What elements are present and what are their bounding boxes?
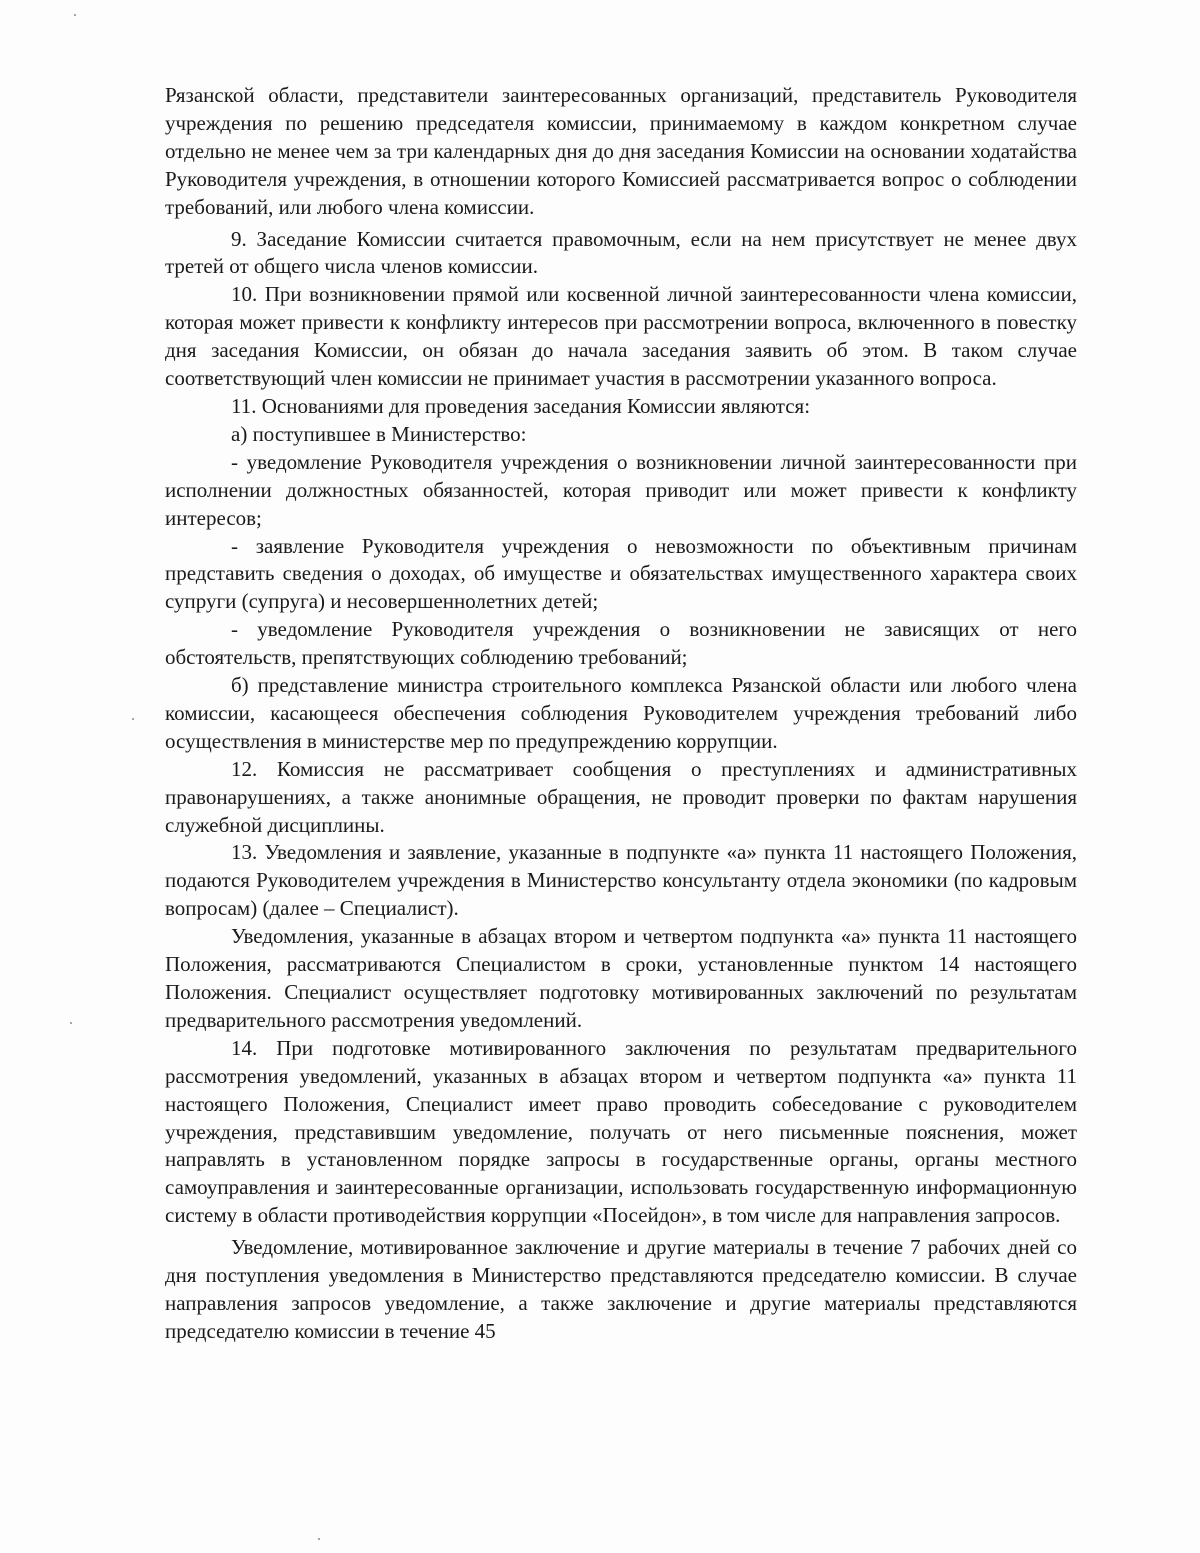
paragraph-dash-3: - уведомление Руководителя учреждения о возникновении не зависящих от него обстоятельств, препятствующих соблюдению требований; bbox=[165, 617, 1077, 670]
paragraph-item-10: 10. При возникновении прямой или косвенной личной заинтересованности члена комиссии, которая может привести к конфликту интересов при рассмотрении вопроса, включенного в повестку дня заседания Комиссии, он обязан до начала заседания заявить об этом. В таком случае соответствующий член комиссии не принимает участия в рассмотрении указанного вопроса. bbox=[165, 282, 1077, 391]
scan-speck bbox=[74, 14, 76, 16]
paragraph-subitem-a: а) поступившее в Министерство: bbox=[231, 421, 527, 446]
paragraph-subitem-b: б) представление министра строительного комплекса Рязанской области или любого члена комиссии, касающееся обеспечения соблюдения Руководителем учреждения требований либо осуществления в министерстве мер по предупреждению коррупции. bbox=[165, 673, 1077, 753]
paragraph-item-14-cont: Уведомление, мотивированное заключение и другие материалы в течение 7 рабочих дней со дня поступления уведомления в Министерство представляются председателю комиссии. В случае направления запросов уведомление, а также заключение и другие материалы представляются председателю комиссии в течение 45 bbox=[165, 1235, 1077, 1343]
paragraph-item-11: 11. Основаниями для проведения заседания Комиссии являются: bbox=[231, 393, 811, 418]
paragraph-dash-1: - уведомление Руководителя учреждения о возникновении личной заинтересованности при исполнении должностных обязанностей, которая приводит или может привести к конфликту интересов; bbox=[165, 449, 1077, 530]
paragraph-item-12: 12. Комиссия не рассматривает сообщения о преступлениях и административных правонарушениях, а также анонимные обращения, не проводит проверки по фактам нарушения служебной дисциплины. bbox=[165, 756, 1077, 837]
paragraph-dash-2: - заявление Руководителя учреждения о невозможности по объективным причинам представить сведения о доходах, об имуществе и обязательствах имущественного характера своих супруги (супруга) и несовершеннолетних детей; bbox=[165, 533, 1077, 614]
scan-speck bbox=[318, 1538, 320, 1540]
paragraph-continuation: Рязанской области, представители заинтересованных организаций, представитель Руководителя учреждения по решению председателя комиссии, принимаемому в каждом конкретном случае отдельно не менее чем за три календарных дня до дня заседания Комиссии на основании ходатайства Руководителя учреждения, в отношении которого Комиссией рассматривается вопрос о соблюдении требований, или любого члена комиссии. bbox=[165, 83, 1077, 219]
scan-speck bbox=[70, 1022, 72, 1024]
paragraph-item-13-cont: Уведомления, указанные в абзацах втором и четвертом подпункта «а» пункта 11 настоящего Положения, рассматриваются Специалистом в сроки, установленные пунктом 14 настоящего Положения. Специалист осуществляет подготовку мотивированных заключений по результатам предварительного рассмотрения уведомлений. bbox=[165, 924, 1077, 1032]
paragraph-item-9: 9. Заседание Комиссии считается правомочным, если на нем присутствует не менее двух третей от общего числа членов комиссии. bbox=[165, 226, 1077, 279]
document-body bbox=[165, 82, 1077, 1346]
scan-speck bbox=[132, 718, 134, 720]
paragraph-item-13: 13. Уведомления и заявление, указанные в подпункте «а» пункта 11 настоящего Положения, подаются Руководителем учреждения в Министерство консультанту отдела экономики (по кадровым вопросам) (далее – Специалист). bbox=[165, 840, 1077, 921]
paragraph-item-14: 14. При подготовке мотивированного заключения по результатам предварительного рассмотрения уведомлений, указанных в абзацах втором и четвертом подпункта «а» пункта 11 настоящего Положения, Специалист имеет право проводить собеседование с руководителем учреждения, представившим уведомление, получать от него письменные пояснения, может направлять в установленном порядке запросы в государственные органы, органы местного самоуправления и заинтересованные организации, использовать государственную информационную систему в области противодействия коррупции «Посейдон», в том числе для направления запросов. bbox=[165, 1035, 1077, 1228]
